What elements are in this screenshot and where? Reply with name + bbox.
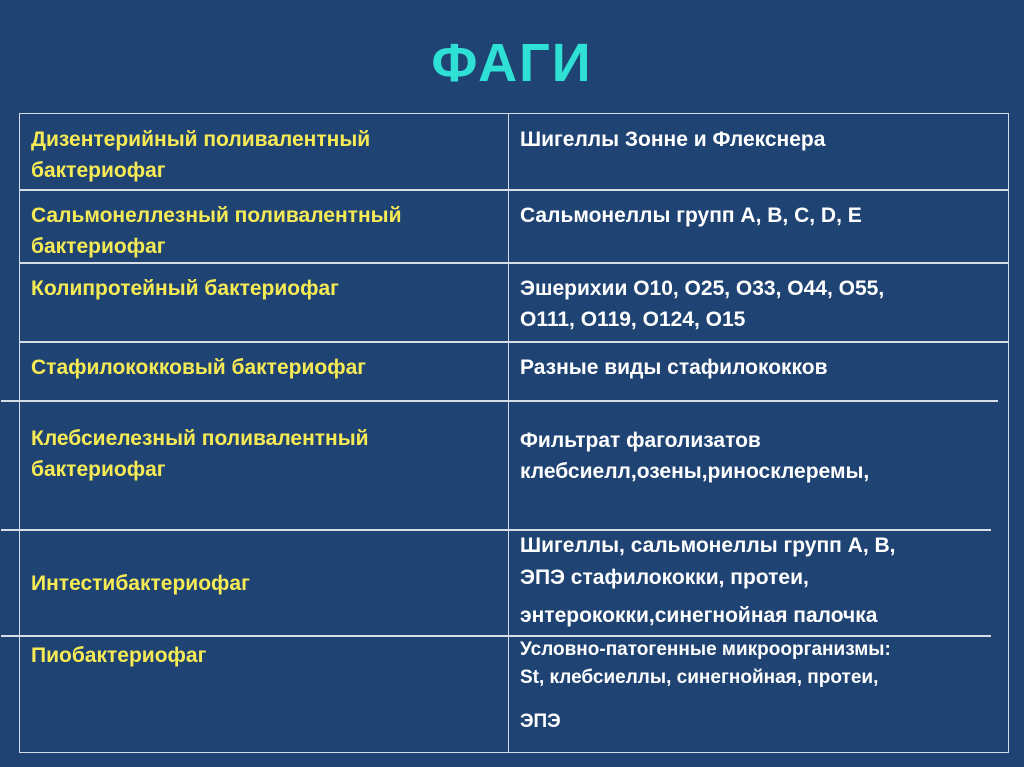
target-cell (508, 401, 1008, 529)
target-line: ЭПЭ стафилококки, протеи, (520, 566, 809, 589)
target-cell (508, 190, 1008, 262)
slide-title: ФАГИ (431, 33, 593, 93)
phage-name-line: Колипротейный бактериофаг (31, 277, 339, 300)
target-line: St, клебсиеллы, синегнойная, протеи, (520, 667, 879, 688)
table-row (20, 263, 1008, 341)
target-line: Шигеллы, сальмонеллы групп А, В, (520, 534, 896, 557)
target-line: Сальмонеллы групп А, В, С, D, Е (520, 204, 862, 227)
target-cell (508, 263, 1008, 341)
table-row (20, 190, 1008, 262)
target-line: Шигеллы Зонне и Флекснера (520, 128, 826, 151)
phage-name-cell (20, 190, 508, 262)
phage-name-cell (20, 342, 508, 400)
target-line: Фильтрат фаголизатов (520, 429, 761, 452)
phage-name-cell (20, 530, 508, 635)
phage-name-line: Клебсиелезный поливалентный (31, 427, 369, 450)
target-cell (508, 530, 1008, 635)
target-line: ЭПЭ (520, 711, 561, 732)
table-row (20, 636, 1008, 752)
phage-name-line: Пиобактериофаг (31, 644, 207, 667)
target-line: О111, О119, О124, О15 (520, 308, 746, 331)
phage-table (19, 113, 1009, 753)
target-line: клебсиелл,озены,риносклеремы, (520, 460, 870, 483)
target-cell (508, 636, 1008, 752)
phage-name-line: бактериофаг (31, 159, 166, 182)
target-line: энтерококки,синегнойная палочка (520, 604, 878, 627)
table-row (20, 401, 1008, 529)
phage-name-cell (20, 114, 508, 189)
phage-name-line: Дизентерийный поливалентный (31, 128, 371, 151)
table-row (20, 530, 1008, 635)
target-line: Разные виды стафилококков (520, 356, 828, 379)
phage-name-line: бактериофаг (31, 458, 166, 481)
phage-name-line: Сальмонеллезный поливалентный (31, 204, 402, 227)
phage-name-cell (20, 401, 508, 529)
phage-name-line: Интестибактериофаг (31, 572, 250, 595)
table-row (20, 342, 1008, 400)
phage-name-line: Стафилококковый бактериофаг (31, 356, 367, 379)
target-cell (508, 114, 1008, 189)
phage-name-cell (20, 636, 508, 752)
target-line: Эшерихии О10, О25, О33, О44, О55, (520, 277, 885, 300)
target-line: Условно-патогенные микроорганизмы: (520, 639, 891, 660)
phage-name-line: бактериофаг (31, 235, 166, 258)
phage-name-cell (20, 263, 508, 341)
target-cell (508, 342, 1008, 400)
table-row (20, 114, 1008, 189)
